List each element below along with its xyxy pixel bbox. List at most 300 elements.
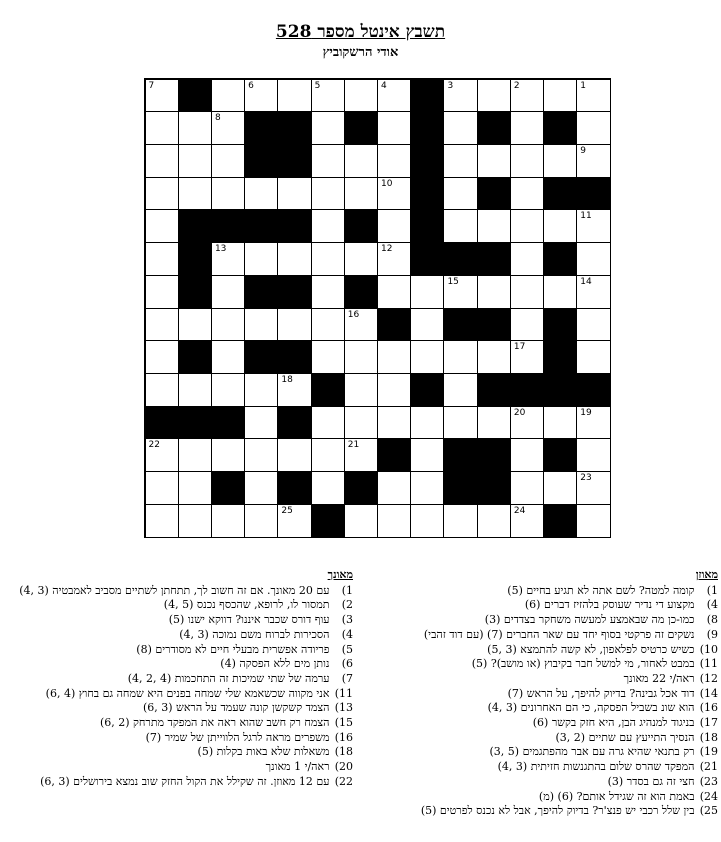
grid-cell[interactable] bbox=[410, 406, 444, 440]
grid-cell[interactable] bbox=[510, 209, 544, 243]
grid-cell-black bbox=[311, 504, 345, 538]
grid-cell[interactable] bbox=[211, 177, 245, 211]
across-clue bbox=[373, 613, 718, 628]
grid-cell-black bbox=[277, 111, 311, 145]
grid-cell-black bbox=[443, 471, 477, 505]
grid-cell[interactable] bbox=[576, 79, 610, 113]
grid-cell-black bbox=[543, 438, 577, 472]
grid-cell[interactable] bbox=[576, 242, 610, 276]
clue-text: עם 12 מאוזן. זה שקילל את הקול החזק שוב נמצא בירושלים (3 ,6) bbox=[40, 774, 330, 788]
grid-cell[interactable] bbox=[145, 275, 179, 309]
cell-number: 21 bbox=[347, 440, 360, 451]
grid-cell[interactable] bbox=[311, 144, 345, 178]
down-clue bbox=[3, 701, 353, 716]
grid-cell[interactable] bbox=[311, 308, 345, 342]
grid-cell[interactable] bbox=[510, 438, 544, 472]
grid-cell[interactable] bbox=[576, 504, 610, 538]
down-clues bbox=[3, 568, 353, 790]
grid-cell[interactable] bbox=[145, 242, 179, 276]
down-clue bbox=[3, 643, 353, 658]
grid-cell[interactable] bbox=[311, 242, 345, 276]
grid-cell[interactable] bbox=[344, 406, 378, 440]
cell-number: 5 bbox=[314, 80, 321, 91]
clue-number: 14) bbox=[699, 686, 718, 700]
down-clue bbox=[3, 760, 353, 775]
grid-cell[interactable] bbox=[277, 438, 311, 472]
clue-text: רק בתנאי שהיא גרה עם אבר מהפתגמים (5 ,3) bbox=[489, 745, 695, 759]
grid-cell[interactable] bbox=[377, 144, 411, 178]
grid-cell[interactable] bbox=[344, 438, 378, 472]
cell-number: 14 bbox=[580, 276, 592, 287]
grid-cell[interactable] bbox=[377, 209, 411, 243]
grid-cell-black bbox=[477, 373, 511, 407]
grid-cell[interactable] bbox=[477, 79, 511, 113]
cell-number: 24 bbox=[513, 505, 526, 516]
grid-cell[interactable] bbox=[277, 79, 311, 113]
grid-cell-black bbox=[311, 373, 345, 407]
grid-cell[interactable] bbox=[244, 438, 278, 472]
cell-number: 6 bbox=[248, 80, 254, 91]
clue-number: 11) bbox=[334, 686, 353, 700]
clue-text: מקצוע די נדיר שעוסק בלהזיז דברים (6) bbox=[524, 598, 695, 612]
clue-number: 10) bbox=[699, 642, 718, 656]
grid-cell[interactable] bbox=[178, 177, 212, 211]
clue-text: הצמד קשקשן קונה שעמד על הראש (3 ,6) bbox=[142, 701, 330, 715]
grid-cell-black bbox=[211, 406, 245, 440]
grid-cell[interactable] bbox=[543, 79, 577, 113]
grid-cell[interactable] bbox=[311, 471, 345, 505]
grid-cell-black bbox=[543, 504, 577, 538]
cell-number: 12 bbox=[381, 244, 393, 255]
down-clue bbox=[3, 775, 353, 790]
across-clue bbox=[373, 716, 718, 731]
grid-cell-black bbox=[178, 242, 212, 276]
grid-cell[interactable] bbox=[576, 111, 610, 145]
across-clue bbox=[373, 745, 718, 760]
grid-cell-black bbox=[410, 209, 444, 243]
grid-cell-black bbox=[344, 111, 378, 145]
clue-text: עוף דורס שכבר איננו? דווקא ישנו (5) bbox=[168, 613, 330, 627]
grid-cell[interactable] bbox=[377, 340, 411, 374]
grid-cell[interactable] bbox=[211, 438, 245, 472]
across-clue bbox=[373, 687, 718, 702]
grid-cell[interactable] bbox=[377, 504, 411, 538]
clue-text: הוא שונ בשביל הפסקה, כי הם האחרונים (3 ,4) bbox=[487, 701, 695, 715]
grid-cell-black bbox=[477, 471, 511, 505]
down-clue bbox=[3, 745, 353, 760]
clue-text: עם 20 מאונך. אם זה חשוב לך, תתחתן לשתיים מסביב לאמבטיה (3 ,4) bbox=[19, 583, 330, 597]
grid-cell[interactable] bbox=[145, 177, 179, 211]
grid-cell[interactable] bbox=[244, 79, 278, 113]
clue-text: הנסיך התייעץ עם שתיים (2 ,3) bbox=[555, 730, 695, 744]
grid-cell[interactable] bbox=[311, 177, 345, 211]
grid-cell[interactable] bbox=[510, 111, 544, 145]
grid-cell[interactable] bbox=[576, 144, 610, 178]
grid-cell[interactable] bbox=[410, 471, 444, 505]
grid-cell-black bbox=[410, 144, 444, 178]
grid-cell-black bbox=[443, 308, 477, 342]
clue-text: ראה/י 22 מאונך bbox=[623, 671, 695, 685]
grid-cell-black bbox=[410, 242, 444, 276]
grid-cell-black bbox=[543, 373, 577, 407]
grid-cell[interactable] bbox=[443, 406, 477, 440]
grid-cell-black bbox=[344, 275, 378, 309]
grid-cell[interactable] bbox=[510, 275, 544, 309]
grid-cell[interactable] bbox=[377, 373, 411, 407]
cell-number: 23 bbox=[580, 473, 592, 484]
grid-cell-black bbox=[244, 144, 278, 178]
grid-cell-black bbox=[178, 209, 212, 243]
clue-text: תמסור לו, לרופא, שהכסף נכנס (5 ,4) bbox=[163, 598, 330, 612]
puzzle-author: אודי הרשקוביץ bbox=[322, 45, 399, 60]
grid-cell[interactable] bbox=[145, 308, 179, 342]
clue-number: 11) bbox=[699, 657, 718, 671]
clue-number: 5) bbox=[341, 642, 353, 656]
grid-cell[interactable] bbox=[244, 406, 278, 440]
cell-number: 19 bbox=[580, 407, 592, 418]
grid-cell[interactable] bbox=[344, 504, 378, 538]
cell-number: 17 bbox=[513, 342, 526, 353]
clue-number: 1) bbox=[341, 583, 353, 597]
grid-cell[interactable] bbox=[344, 79, 378, 113]
grid-cell[interactable] bbox=[211, 308, 245, 342]
grid-cell-black bbox=[277, 471, 311, 505]
grid-cell[interactable] bbox=[311, 438, 345, 472]
down-heading: מאונך bbox=[327, 568, 353, 581]
across-clue bbox=[373, 657, 718, 672]
grid-cell[interactable] bbox=[145, 373, 179, 407]
grid-cell[interactable] bbox=[178, 373, 212, 407]
grid-cell[interactable] bbox=[178, 144, 212, 178]
clue-number: 16) bbox=[699, 701, 718, 715]
grid-cell[interactable] bbox=[211, 373, 245, 407]
cell-number: 18 bbox=[281, 374, 293, 385]
grid-cell-black bbox=[576, 373, 610, 407]
grid-cell[interactable] bbox=[311, 275, 345, 309]
clue-number: 4) bbox=[341, 627, 353, 641]
grid-cell-black bbox=[410, 177, 444, 211]
clue-text: הצמח רק חשב שהוא ראה את המפקד מתרחק (2 ,6) bbox=[99, 716, 330, 730]
grid-cell[interactable] bbox=[244, 471, 278, 505]
grid-cell[interactable] bbox=[145, 504, 179, 538]
cell-number: 3 bbox=[447, 80, 454, 91]
grid-cell[interactable] bbox=[510, 406, 544, 440]
clue-text: קומה למטה? לשם אתה לא תגיע בחיים (5) bbox=[507, 583, 695, 597]
clue-number: 22) bbox=[334, 774, 353, 788]
grid-cell[interactable] bbox=[543, 471, 577, 505]
grid-cell[interactable] bbox=[244, 242, 278, 276]
cell-number: 25 bbox=[281, 505, 293, 516]
grid-cell[interactable] bbox=[377, 275, 411, 309]
grid-cell[interactable] bbox=[510, 79, 544, 113]
clue-number: 12) bbox=[699, 671, 718, 685]
grid-cell[interactable] bbox=[443, 177, 477, 211]
clue-number: 6) bbox=[341, 657, 353, 671]
grid-cell[interactable] bbox=[510, 242, 544, 276]
grid-cell-black bbox=[477, 111, 511, 145]
grid-cell[interactable] bbox=[211, 504, 245, 538]
grid-cell[interactable] bbox=[145, 471, 179, 505]
grid-cell[interactable] bbox=[211, 111, 245, 145]
clue-text: הסכירות לברוח משם נמוכה (3 ,4) bbox=[179, 627, 330, 641]
clue-number: 4) bbox=[706, 598, 718, 612]
grid-cell[interactable] bbox=[543, 209, 577, 243]
grid-cell-black bbox=[211, 209, 245, 243]
across-clue bbox=[373, 584, 718, 599]
grid-cell[interactable] bbox=[410, 504, 444, 538]
grid-cell-black bbox=[277, 406, 311, 440]
grid-cell-black bbox=[543, 177, 577, 211]
grid-cell[interactable] bbox=[145, 438, 179, 472]
grid-cell[interactable] bbox=[311, 406, 345, 440]
clue-text: משפרים מראה לרגל הלווייתן של שמיר (7) bbox=[145, 730, 330, 744]
grid-cell[interactable] bbox=[277, 373, 311, 407]
grid-cell[interactable] bbox=[510, 471, 544, 505]
grid-cell-black bbox=[477, 438, 511, 472]
grid-cell[interactable] bbox=[277, 308, 311, 342]
cell-number: 4 bbox=[381, 80, 387, 91]
grid-cell[interactable] bbox=[576, 340, 610, 374]
across-clue bbox=[373, 701, 718, 716]
grid-cell[interactable] bbox=[410, 340, 444, 374]
grid-cell[interactable] bbox=[443, 111, 477, 145]
across-heading: מאוזן bbox=[695, 568, 718, 581]
down-clue bbox=[3, 584, 353, 599]
down-clue bbox=[3, 598, 353, 613]
grid-cell-black bbox=[443, 438, 477, 472]
down-clue bbox=[3, 687, 353, 702]
clue-number: 20) bbox=[334, 760, 353, 774]
clue-number: 1) bbox=[706, 583, 718, 597]
grid-cell[interactable] bbox=[443, 275, 477, 309]
grid-cell[interactable] bbox=[443, 373, 477, 407]
clue-text: אני מקווה שכשאמא שלי שמחה בפנים היא שמחה גם בחוץ (4 ,6) bbox=[45, 686, 330, 700]
grid-cell[interactable] bbox=[377, 79, 411, 113]
across-list bbox=[373, 584, 718, 819]
grid-cell[interactable] bbox=[145, 111, 179, 145]
clue-number: 9) bbox=[706, 627, 718, 641]
grid-cell[interactable] bbox=[244, 373, 278, 407]
grid-cell[interactable] bbox=[543, 275, 577, 309]
grid-cell-black bbox=[477, 242, 511, 276]
grid-cell[interactable] bbox=[510, 340, 544, 374]
grid-cell-black bbox=[277, 209, 311, 243]
grid-cell-black bbox=[543, 308, 577, 342]
clue-text: כשיש כרטיס לפלאפון, לא קשה להתמצא (3 ,5) bbox=[487, 642, 695, 656]
grid-cell[interactable] bbox=[311, 209, 345, 243]
clue-text: ערמה של שתי שמיכות זה התחכמות (4 ,2 ,4) bbox=[127, 671, 330, 685]
cell-number: 13 bbox=[214, 244, 227, 255]
down-clue bbox=[3, 731, 353, 746]
puzzle-title: תשבץ אינטל מספר 528 bbox=[275, 22, 446, 42]
cell-number: 10 bbox=[381, 178, 393, 189]
clue-number: 19) bbox=[699, 745, 718, 759]
grid-cell[interactable] bbox=[145, 79, 179, 113]
across-clue bbox=[373, 643, 718, 658]
grid-cell[interactable] bbox=[178, 471, 212, 505]
grid-cell-black bbox=[477, 308, 511, 342]
grid-cell[interactable] bbox=[477, 340, 511, 374]
grid-cell[interactable] bbox=[211, 242, 245, 276]
clue-text: בין שלל רכבי יש פנצ'ר? בדיוק להיפך, אבל לא נכנס לפרטים (5) bbox=[420, 804, 695, 818]
grid-cell[interactable] bbox=[178, 111, 212, 145]
grid-cell[interactable] bbox=[344, 340, 378, 374]
grid-cell[interactable] bbox=[510, 308, 544, 342]
down-clue bbox=[3, 628, 353, 643]
grid-cell[interactable] bbox=[510, 177, 544, 211]
grid-cell-black bbox=[576, 177, 610, 211]
grid-cell[interactable] bbox=[145, 144, 179, 178]
cell-number: 1 bbox=[580, 80, 587, 91]
grid-cell[interactable] bbox=[576, 308, 610, 342]
grid-cell-black bbox=[178, 79, 212, 113]
grid-cell[interactable] bbox=[576, 406, 610, 440]
grid-cell[interactable] bbox=[576, 471, 610, 505]
grid-cell[interactable] bbox=[244, 504, 278, 538]
grid-cell[interactable] bbox=[311, 79, 345, 113]
grid-cell[interactable] bbox=[311, 111, 345, 145]
down-clue bbox=[3, 716, 353, 731]
grid-cell[interactable] bbox=[576, 438, 610, 472]
cell-number: 8 bbox=[214, 113, 221, 124]
grid-cell-black bbox=[443, 242, 477, 276]
grid-cell-black bbox=[211, 471, 245, 505]
clue-number: 8) bbox=[706, 613, 718, 627]
clue-text: משאלות שלא באות בקלות (5) bbox=[197, 745, 330, 759]
grid-cell-black bbox=[277, 144, 311, 178]
grid-cell[interactable] bbox=[377, 177, 411, 211]
across-clue bbox=[373, 790, 718, 805]
grid-cell-black bbox=[410, 373, 444, 407]
grid-cell-black bbox=[244, 209, 278, 243]
clue-text: בניגוד למנהיג הבן, היא חזק בקשר (6) bbox=[532, 716, 695, 730]
grid-cell[interactable] bbox=[244, 177, 278, 211]
clue-number: 17) bbox=[699, 716, 718, 730]
across-clues bbox=[373, 568, 718, 819]
grid-cell[interactable] bbox=[211, 79, 245, 113]
grid-cell-black bbox=[543, 340, 577, 374]
clue-text: פריודה אפשרית מבעלי חיים לא מסודרים (8) bbox=[136, 642, 330, 656]
grid-cell[interactable] bbox=[344, 144, 378, 178]
clue-text: כמו-כן מה שבאמצע למעשה משחקר בצדדים (3) bbox=[484, 613, 695, 627]
grid-cell-black bbox=[244, 275, 278, 309]
grid-cell[interactable] bbox=[576, 275, 610, 309]
clue-number: 18) bbox=[334, 745, 353, 759]
grid-cell[interactable] bbox=[311, 340, 345, 374]
across-clue bbox=[373, 598, 718, 613]
down-clue bbox=[3, 613, 353, 628]
clue-number: 24) bbox=[699, 789, 718, 803]
grid-cell[interactable] bbox=[477, 144, 511, 178]
grid-cell-black bbox=[344, 471, 378, 505]
grid-cell[interactable] bbox=[410, 438, 444, 472]
grid-cell[interactable] bbox=[576, 209, 610, 243]
grid-cell[interactable] bbox=[510, 144, 544, 178]
grid-cell[interactable] bbox=[477, 209, 511, 243]
grid-cell-black bbox=[543, 242, 577, 276]
grid-cell[interactable] bbox=[244, 308, 278, 342]
grid-cell-black bbox=[510, 373, 544, 407]
grid-cell[interactable] bbox=[510, 504, 544, 538]
crossword-grid bbox=[144, 78, 611, 538]
cell-number: 9 bbox=[580, 145, 587, 156]
grid-cell[interactable] bbox=[145, 340, 179, 374]
cell-number: 2 bbox=[513, 80, 520, 91]
across-clue bbox=[373, 672, 718, 687]
grid-cell-black bbox=[178, 340, 212, 374]
grid-cell[interactable] bbox=[377, 111, 411, 145]
grid-cell[interactable] bbox=[178, 504, 212, 538]
clue-number: 16) bbox=[334, 730, 353, 744]
grid-cell[interactable] bbox=[344, 242, 378, 276]
grid-cell[interactable] bbox=[178, 308, 212, 342]
clue-number: 23) bbox=[699, 774, 718, 788]
grid-cell[interactable] bbox=[344, 308, 378, 342]
clue-number: 2) bbox=[341, 598, 353, 612]
across-clue bbox=[373, 775, 718, 790]
clue-text: ראה/י 1 מאונך bbox=[265, 760, 330, 774]
grid-cell[interactable] bbox=[443, 504, 477, 538]
grid-cell[interactable] bbox=[277, 177, 311, 211]
across-clue bbox=[373, 731, 718, 746]
cell-number: 16 bbox=[347, 309, 360, 320]
grid-cell[interactable] bbox=[145, 209, 179, 243]
clue-text: דוד אכל גבינה? בדיוק להיפך, על הראש (7) bbox=[507, 686, 695, 700]
grid-cell[interactable] bbox=[443, 209, 477, 243]
grid-cell[interactable] bbox=[477, 406, 511, 440]
grid-cell[interactable] bbox=[477, 504, 511, 538]
grid-cell[interactable] bbox=[410, 275, 444, 309]
cell-number: 7 bbox=[148, 80, 155, 91]
grid-cell-black bbox=[410, 79, 444, 113]
grid-cell[interactable] bbox=[377, 406, 411, 440]
clue-number: 7) bbox=[341, 671, 353, 685]
grid-cell[interactable] bbox=[377, 242, 411, 276]
clue-number: 25) bbox=[699, 804, 718, 818]
cell-number: 15 bbox=[447, 276, 459, 287]
grid-cell[interactable] bbox=[277, 242, 311, 276]
grid-cell-black bbox=[477, 177, 511, 211]
grid-cell[interactable] bbox=[344, 177, 378, 211]
grid-cell[interactable] bbox=[211, 340, 245, 374]
grid-cell-black bbox=[244, 111, 278, 145]
across-clue bbox=[373, 804, 718, 819]
grid-cell[interactable] bbox=[211, 144, 245, 178]
grid-cell[interactable] bbox=[477, 275, 511, 309]
grid-cell[interactable] bbox=[211, 275, 245, 309]
grid-cell[interactable] bbox=[443, 79, 477, 113]
grid-cell[interactable] bbox=[410, 308, 444, 342]
grid-cell-black bbox=[178, 406, 212, 440]
grid-cell[interactable] bbox=[443, 144, 477, 178]
clue-number: 3) bbox=[341, 613, 353, 627]
grid-cell[interactable] bbox=[344, 373, 378, 407]
grid-cell[interactable] bbox=[277, 504, 311, 538]
clue-number: 21) bbox=[699, 760, 718, 774]
grid-cell-black bbox=[178, 275, 212, 309]
grid-cell-black bbox=[377, 308, 411, 342]
clue-number: 13) bbox=[334, 701, 353, 715]
cell-number: 22 bbox=[148, 440, 160, 451]
clue-number: 18) bbox=[699, 730, 718, 744]
grid-cell-black bbox=[344, 209, 378, 243]
grid-cell[interactable] bbox=[443, 340, 477, 374]
grid-cell[interactable] bbox=[178, 438, 212, 472]
clue-text: נותן מים ללא הפסקה (4) bbox=[220, 657, 330, 671]
grid-cell[interactable] bbox=[543, 144, 577, 178]
grid-cell[interactable] bbox=[377, 471, 411, 505]
grid-cell[interactable] bbox=[543, 406, 577, 440]
